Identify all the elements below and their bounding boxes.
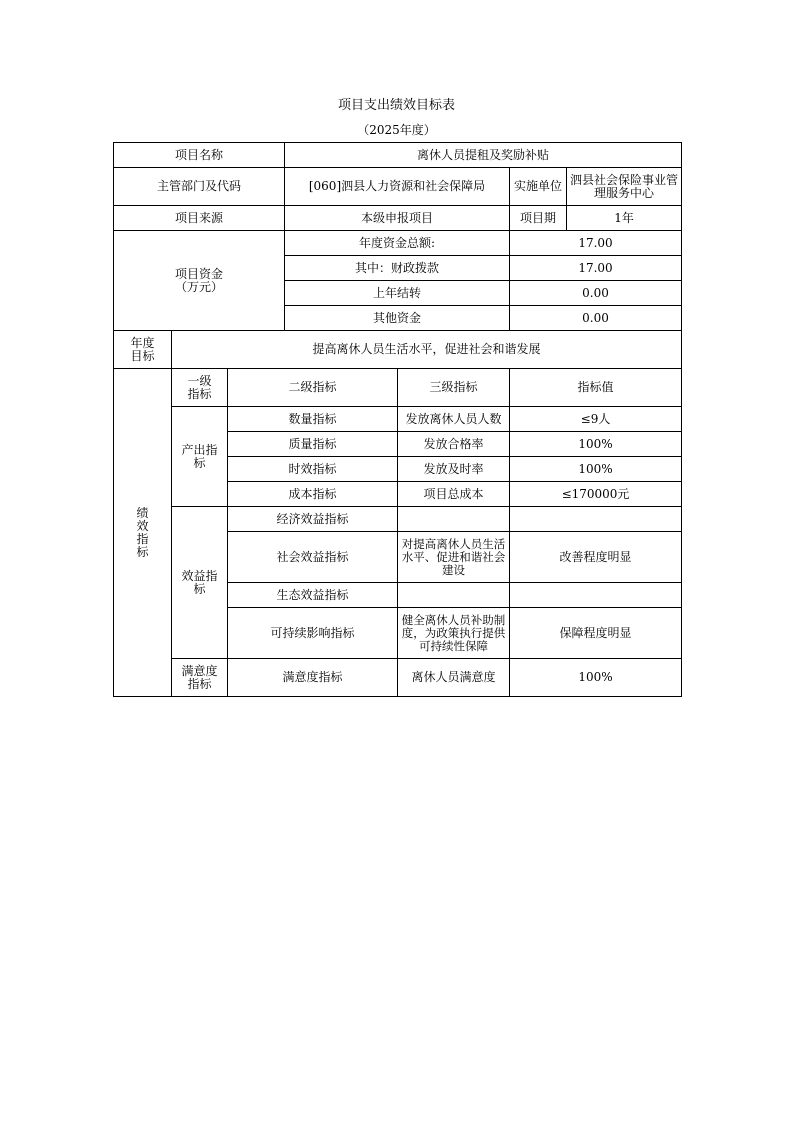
satisfaction-label-line1: 满意度 — [181, 663, 218, 678]
level3-cell — [398, 507, 510, 532]
level3-cell — [398, 583, 510, 608]
table-row — [114, 659, 682, 697]
funds-carryover-value: 0.00 — [510, 281, 682, 306]
level2-cell: 成本指标 — [228, 482, 398, 507]
row-department — [114, 168, 682, 206]
funds-carryover-label: 上年结转 — [285, 281, 510, 306]
value-cell — [510, 583, 682, 608]
annual-goal-label-line2: 目标 — [130, 348, 155, 363]
header-level2: 二级指标 — [228, 369, 398, 407]
value-cell: 100% — [510, 457, 682, 482]
value-cell — [510, 507, 682, 532]
project-source-value: 本级申报项目 — [285, 206, 510, 231]
value-cell: ≤170000元 — [510, 482, 682, 507]
level3-cell: 离休人员满意度 — [398, 659, 510, 697]
funds-fiscal-value: 17.00 — [510, 256, 682, 281]
value-cell: 保障程度明显 — [510, 608, 682, 659]
level2-cell: 质量指标 — [228, 432, 398, 457]
level2-cell: 经济效益指标 — [228, 507, 398, 532]
level3-cell: 发放离休人员人数 — [398, 407, 510, 432]
level2-cell: 社会效益指标 — [228, 532, 398, 583]
department-label: 主管部门及代码 — [114, 168, 285, 206]
funds-label-line1: 项目资金 — [174, 266, 223, 281]
funds-other-label: 其他资金 — [285, 306, 510, 331]
value-cell: 改善程度明显 — [510, 532, 682, 583]
header-level1-line1: 一级 — [187, 373, 212, 388]
satisfaction-indicator-label — [172, 659, 228, 697]
level2-cell: 生态效益指标 — [228, 583, 398, 608]
funds-label — [114, 231, 285, 331]
section-label-char: 效 — [136, 518, 149, 533]
funds-total-value: 17.00 — [510, 231, 682, 256]
level3-cell: 项目总成本 — [398, 482, 510, 507]
project-period-value: 1年 — [567, 206, 682, 231]
annual-goal-label — [114, 331, 172, 369]
implementing-unit-value: 泗县社会保险事业管理服务中心 — [567, 168, 682, 206]
benefit-label-line2: 标 — [193, 581, 206, 596]
level3-cell: 发放及时率 — [398, 457, 510, 482]
value-cell: 100% — [510, 432, 682, 457]
level3-cell: 健全离休人员补助制度，为政策执行提供可持续性保障 — [398, 608, 510, 659]
row-annual-goal — [114, 331, 682, 369]
department-value: [060]泗县人力资源和社会保障局 — [285, 168, 510, 206]
value-cell: 100% — [510, 659, 682, 697]
funds-total-label: 年度资金总额: — [285, 231, 510, 256]
level2-cell: 可持续影响指标 — [228, 608, 398, 659]
level2-cell: 数量指标 — [228, 407, 398, 432]
header-value: 指标值 — [510, 369, 682, 407]
row-project-name — [114, 143, 682, 168]
output-label-line1: 产出指 — [181, 442, 218, 457]
implementing-unit-label: 实施单位 — [510, 168, 567, 206]
project-name-value: 离休人员提租及奖励补贴 — [285, 143, 682, 168]
project-period-label: 项目期 — [510, 206, 567, 231]
benefit-label-line1: 效益指 — [181, 568, 218, 583]
satisfaction-label-line2: 指标 — [187, 676, 212, 691]
annual-goal-text: 提高离休人员生活水平，促进社会和谐发展 — [172, 331, 682, 369]
funds-fiscal-label: 其中：财政拨款 — [285, 256, 510, 281]
benefit-indicator-label — [172, 507, 228, 659]
funds-other-value: 0.00 — [510, 306, 682, 331]
level2-cell: 满意度指标 — [228, 659, 398, 697]
section-label-char: 指 — [136, 531, 149, 546]
funds-label-line2: （万元） — [174, 279, 223, 294]
output-indicator-label — [172, 407, 228, 507]
page-title: 项目支出绩效目标表 — [337, 98, 455, 113]
project-name-label: 项目名称 — [114, 143, 285, 168]
annual-goal-label-line1: 年度 — [130, 335, 155, 350]
table-row — [114, 407, 682, 432]
page-subtitle-year: （2025年度） — [357, 123, 436, 137]
table-row — [114, 507, 682, 532]
level2-cell: 时效指标 — [228, 457, 398, 482]
row-funds-total — [114, 231, 682, 256]
level3-cell: 发放合格率 — [398, 432, 510, 457]
section-label-char: 标 — [136, 544, 149, 559]
header-level1-line2: 指标 — [187, 386, 212, 401]
project-source-label: 项目来源 — [114, 206, 285, 231]
row-source — [114, 206, 682, 231]
header-level3: 三级指标 — [398, 369, 510, 407]
indicators-section-label — [114, 369, 172, 697]
output-label-line2: 标 — [193, 455, 206, 470]
value-cell: ≤9人 — [510, 407, 682, 432]
section-label-char: 绩 — [136, 505, 149, 520]
level3-cell: 对提高离休人员生活水平、促进和谐社会建设 — [398, 532, 510, 583]
header-level1 — [172, 369, 228, 407]
performance-goal-table — [113, 142, 682, 697]
row-indicator-header — [114, 369, 682, 407]
